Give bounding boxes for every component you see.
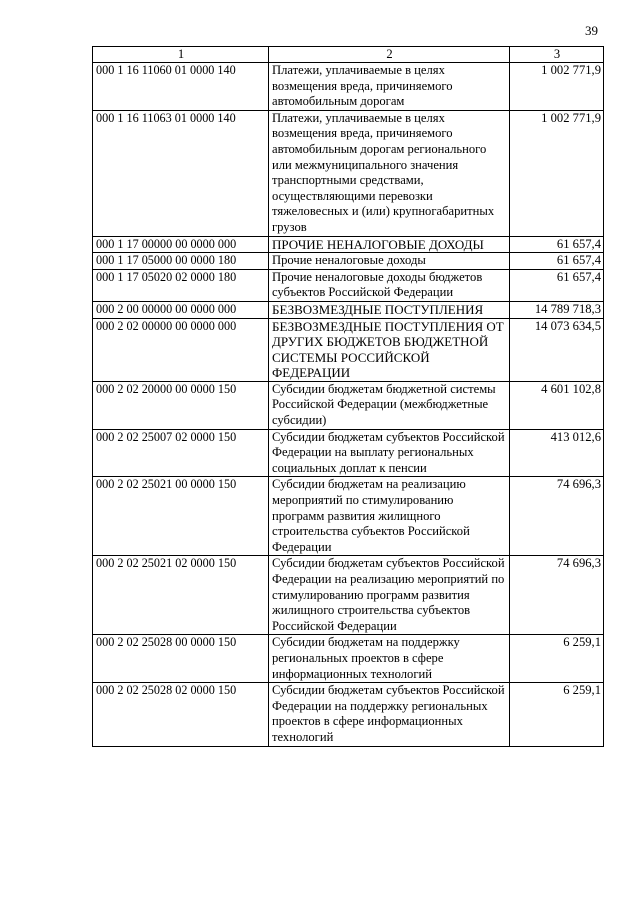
table-row <box>93 110 604 236</box>
income-name: Платежи, уплачиваемые в целях возмещения вреда, причиняемого автомобильным дорогам регионального или межмуниципального значения транспортными средствами, осуществляющими перевозки тяжеловесных и (или) крупногабаритных грузов <box>269 110 510 236</box>
income-name: БЕЗВОЗМЕЗДНЫЕ ПОСТУПЛЕНИЯ <box>269 301 510 318</box>
budget-code: 000 2 02 25021 00 0000 150 <box>93 477 269 556</box>
table-row <box>93 253 604 270</box>
column-header-3: 3 <box>510 47 604 63</box>
income-name: Субсидии бюджетам на поддержку региональных проектов в сфере информационных технологий <box>269 635 510 683</box>
table-row <box>93 477 604 556</box>
budget-code: 000 1 16 11060 01 0000 140 <box>93 63 269 111</box>
table-row <box>93 269 604 301</box>
amount-value: 14 789 718,3 <box>510 301 604 318</box>
income-name: Субсидии бюджетам субъектов Российской Федерации на реализацию мероприятий по стимулированию программ развития жилищного строительства субъектов Российской Федерации <box>269 556 510 635</box>
amount-value: 1 002 771,9 <box>510 63 604 111</box>
amount-value: 6 259,1 <box>510 683 604 746</box>
table-row <box>93 683 604 746</box>
income-name: ПРОЧИЕ НЕНАЛОГОВЫЕ ДОХОДЫ <box>269 236 510 253</box>
budget-code: 000 1 17 00000 00 0000 000 <box>93 236 269 253</box>
amount-value: 61 657,4 <box>510 269 604 301</box>
budget-code: 000 2 02 25021 02 0000 150 <box>93 556 269 635</box>
budget-table <box>92 46 604 747</box>
budget-code: 000 2 00 00000 00 0000 000 <box>93 301 269 318</box>
table-row <box>93 556 604 635</box>
budget-code: 000 2 02 25028 00 0000 150 <box>93 635 269 683</box>
income-name: Прочие неналоговые доходы <box>269 253 510 270</box>
budget-code: 000 2 02 25028 02 0000 150 <box>93 683 269 746</box>
amount-value: 14 073 634,5 <box>510 318 604 381</box>
amount-value: 1 002 771,9 <box>510 110 604 236</box>
amount-value: 74 696,3 <box>510 556 604 635</box>
page-number: 39 <box>585 23 598 38</box>
table-row <box>93 381 604 429</box>
table-row <box>93 63 604 111</box>
amount-value: 413 012,6 <box>510 429 604 477</box>
column-header-1: 1 <box>93 47 269 63</box>
income-name: Субсидии бюджетам субъектов Российской Федерации на выплату региональных социальных доплат к пенсии <box>269 429 510 477</box>
amount-value: 6 259,1 <box>510 635 604 683</box>
income-name: Прочие неналоговые доходы бюджетов субъектов Российской Федерации <box>269 269 510 301</box>
budget-code: 000 1 17 05000 00 0000 180 <box>93 253 269 270</box>
amount-value: 61 657,4 <box>510 236 604 253</box>
table-header-row <box>93 47 604 63</box>
table-row <box>93 301 604 318</box>
budget-code: 000 2 02 20000 00 0000 150 <box>93 381 269 429</box>
budget-code: 000 2 02 00000 00 0000 000 <box>93 318 269 381</box>
income-name: БЕЗВОЗМЕЗДНЫЕ ПОСТУПЛЕНИЯ ОТ ДРУГИХ БЮДЖЕТОВ БЮДЖЕТНОЙ СИСТЕМЫ РОССИЙСКОЙ ФЕДЕРАЦИИ <box>269 318 510 381</box>
amount-value: 74 696,3 <box>510 477 604 556</box>
table-row <box>93 635 604 683</box>
income-name: Субсидии бюджетам бюджетной системы Российской Федерации (межбюджетные субсидии) <box>269 381 510 429</box>
table-row <box>93 318 604 381</box>
budget-code: 000 1 16 11063 01 0000 140 <box>93 110 269 236</box>
budget-code: 000 2 02 25007 02 0000 150 <box>93 429 269 477</box>
amount-value: 61 657,4 <box>510 253 604 270</box>
amount-value: 4 601 102,8 <box>510 381 604 429</box>
budget-code: 000 1 17 05020 02 0000 180 <box>93 269 269 301</box>
income-name: Субсидии бюджетам на реализацию мероприятий по стимулированию программ развития жилищного строительства субъектов Российской Федерации <box>269 477 510 556</box>
table-row <box>93 429 604 477</box>
income-name: Субсидии бюджетам субъектов Российской Федерации на поддержку региональных проектов в сфере информационных технологий <box>269 683 510 746</box>
table-row <box>93 236 604 253</box>
column-header-2: 2 <box>269 47 510 63</box>
income-name: Платежи, уплачиваемые в целях возмещения вреда, причиняемого автомобильным дорогам <box>269 63 510 111</box>
